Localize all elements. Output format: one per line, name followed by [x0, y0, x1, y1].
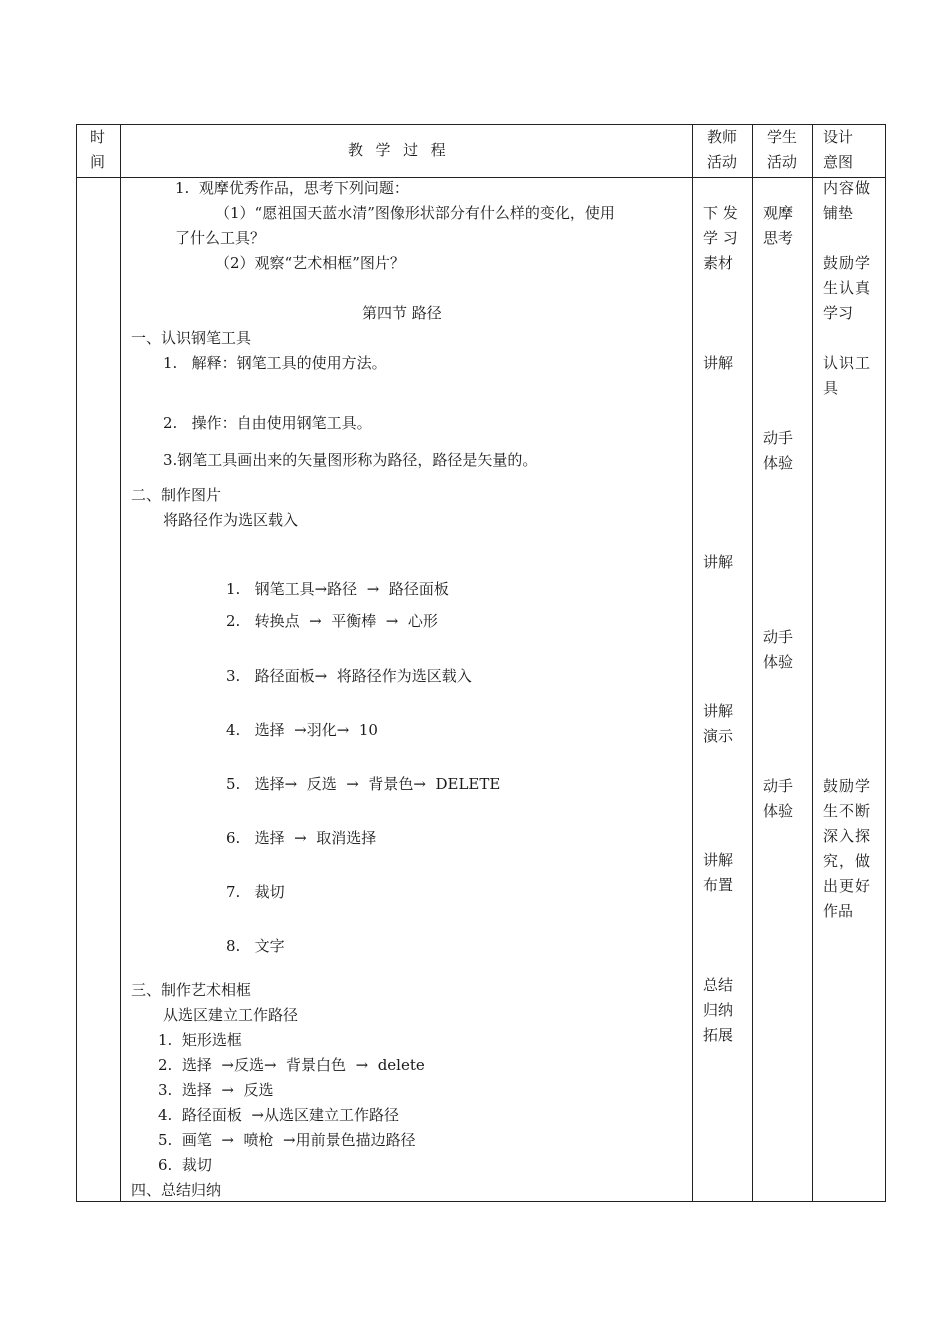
header-bottom-border: [76, 177, 886, 178]
design-intent-2-line3: 学习: [823, 304, 854, 322]
design-intent-4-line1: 鼓励学: [823, 777, 872, 795]
teacher-activity-5-line1: 讲解: [703, 851, 734, 869]
student-activity-2-line1: 动手: [763, 429, 794, 447]
student-activity-4-line1: 动手: [763, 777, 794, 795]
header-student-line1: 学生: [767, 128, 798, 146]
part1-item-3: 3.钢笔工具画出来的矢量图形称为路径，路径是矢量的。: [163, 451, 538, 469]
teacher-activity-4-line1: 讲解: [703, 702, 734, 720]
header-time-line2: 间: [90, 153, 106, 171]
intro-item-1: 1. 观摩优秀作品，思考下列问题：: [175, 179, 409, 197]
student-activity-3-line1: 动手: [763, 628, 794, 646]
part1-item-1: 1. 解释：钢笔工具的使用方法。: [163, 354, 387, 372]
design-intent-4-line2: 生不断: [823, 802, 872, 820]
part2-step-5: 5. 选择→ 反选 → 背景色→ DELETE: [226, 775, 501, 793]
part3-heading: 三、制作艺术相框: [131, 981, 252, 999]
header-student-line2: 活动: [767, 153, 798, 171]
intro-question-1-line2: 了什么工具？: [175, 229, 266, 247]
design-intent-4-line3: 深入探: [823, 827, 872, 845]
part2-sub: 将路径作为选区载入: [163, 511, 299, 529]
part3-step-6: 6. 裁切: [158, 1156, 212, 1174]
teacher-activity-4-line2: 演示: [703, 727, 734, 745]
student-activity-1-line2: 思考: [763, 229, 794, 247]
part2-heading: 二、制作图片: [131, 486, 222, 504]
part2-step-2: 2. 转换点 → 平衡棒 → 心形: [226, 612, 438, 630]
part3-sub: 从选区建立工作路径: [163, 1006, 299, 1024]
table-right-border: [885, 124, 886, 1202]
part3-step-1: 1. 矩形选框: [158, 1031, 242, 1049]
header-teacher-line1: 教师: [707, 128, 738, 146]
design-intent-2-line1: 鼓励学: [823, 254, 872, 272]
design-intent-4-line6: 作品: [823, 902, 854, 920]
part3-step-5: 5. 画笔 → 喷枪 →用前景色描边路径: [158, 1131, 416, 1149]
column-divider-process: [692, 124, 693, 1202]
teacher-activity-3: 讲解: [703, 553, 734, 571]
column-divider-student: [812, 124, 813, 1202]
student-activity-4-line2: 体验: [763, 802, 794, 820]
design-intent-4-line4: 究，做: [823, 852, 872, 870]
table-bottom-border: [76, 1201, 886, 1202]
teacher-activity-6-line2: 归纳: [703, 1001, 734, 1019]
part2-step-1: 1. 钢笔工具→路径 → 路径面板: [226, 580, 449, 598]
part2-step-4: 4. 选择 →羽化→ 10: [226, 721, 378, 739]
header-design-line1: 设计: [823, 128, 854, 146]
student-activity-2-line2: 体验: [763, 454, 794, 472]
teacher-activity-5-line2: 布置: [703, 876, 734, 894]
teacher-activity-1-line1: 下 发: [703, 204, 738, 222]
part3-step-2: 2. 选择 →反选→ 背景白色 → delete: [158, 1056, 425, 1074]
design-intent-3-line2: 具: [823, 379, 839, 397]
teacher-activity-1-line3: 素材: [703, 254, 734, 272]
design-intent-1-line2: 铺垫: [823, 204, 854, 222]
teacher-activity-6-line1: 总结: [703, 976, 734, 994]
student-activity-3-line2: 体验: [763, 653, 794, 671]
column-divider-time: [120, 124, 121, 1202]
part2-step-3: 3. 路径面板→ 将路径作为选区载入: [226, 667, 472, 685]
intro-question-1-line1: （1）“愿祖国天蓝水清”图像形状部分有什么样的变化，使用: [215, 204, 615, 222]
part2-step-6: 6. 选择 → 取消选择: [226, 829, 377, 847]
header-time-line1: 时: [90, 128, 106, 146]
part3-step-3: 3. 选择 → 反选: [158, 1081, 274, 1099]
design-intent-2-line2: 生认真: [823, 279, 872, 297]
part3-step-4: 4. 路径面板 →从选区建立工作路径: [158, 1106, 399, 1124]
student-activity-1-line1: 观摩: [763, 204, 794, 222]
part2-step-7: 7. 裁切: [226, 883, 285, 901]
design-intent-4-line5: 出更好: [823, 877, 872, 895]
teacher-activity-2: 讲解: [703, 354, 734, 372]
intro-question-2: （2）观察“艺术相框”图片？: [215, 254, 405, 272]
header-process: 教 学 过 程: [348, 141, 447, 159]
part4-heading: 四、总结归纳: [131, 1181, 222, 1199]
part1-item-2: 2. 操作：自由使用钢笔工具。: [163, 414, 372, 432]
part2-step-8: 8. 文字: [226, 937, 285, 955]
design-intent-3-line1: 认识工: [823, 354, 872, 372]
section-title: 第四节 路径: [362, 304, 442, 322]
header-design-line2: 意图: [823, 153, 854, 171]
teacher-activity-6-line3: 拓展: [703, 1026, 734, 1044]
column-divider-teacher: [752, 124, 753, 1202]
table-top-border: [76, 124, 886, 125]
header-teacher-line2: 活动: [707, 153, 738, 171]
table-left-border: [76, 124, 77, 1202]
design-intent-1-line1: 内容做: [823, 179, 872, 197]
part1-heading: 一、认识钢笔工具: [131, 329, 252, 347]
teacher-activity-1-line2: 学 习: [703, 229, 738, 247]
